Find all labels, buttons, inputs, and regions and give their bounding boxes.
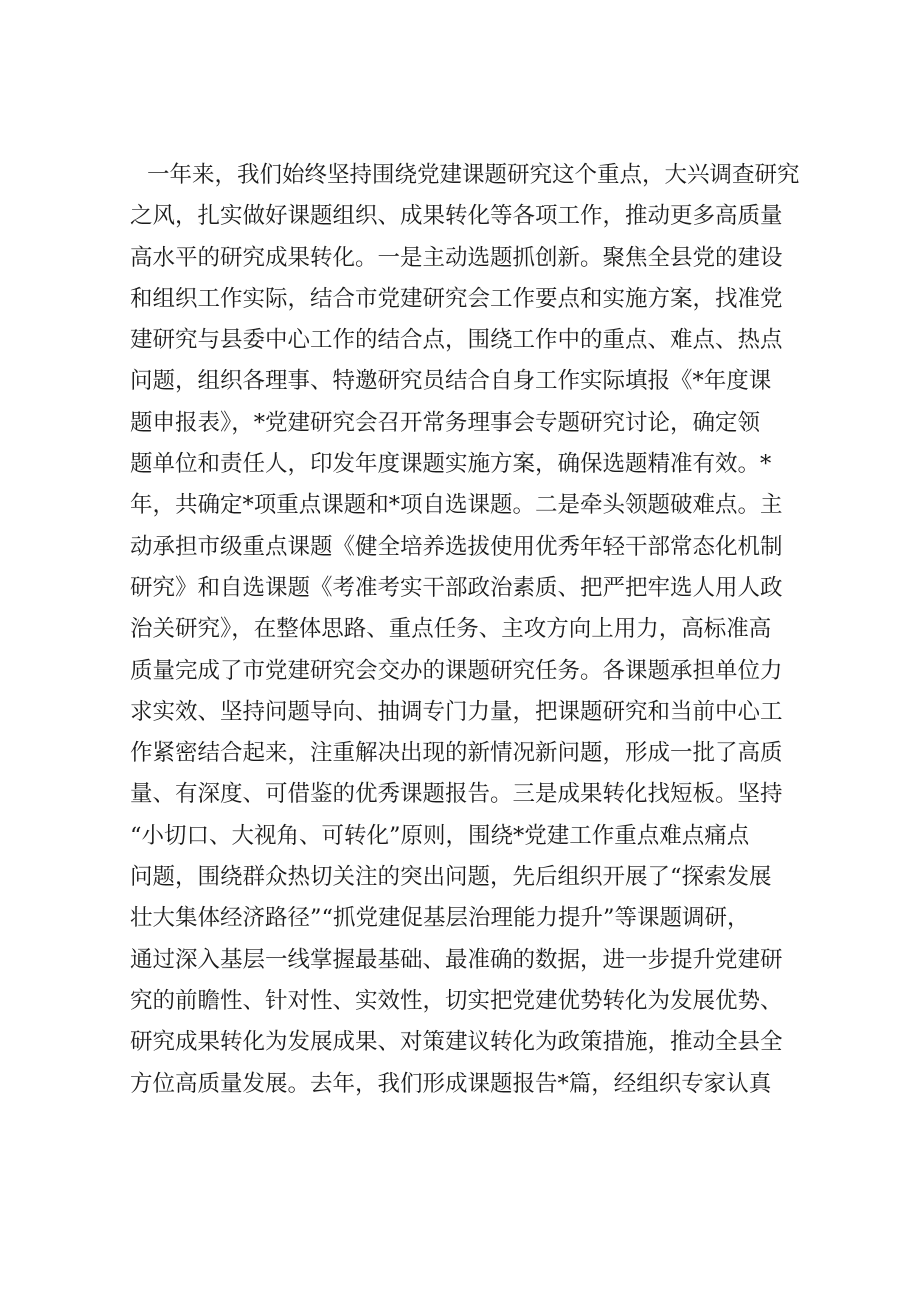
text-line: 量、有深度、可借鉴的优秀课题报告。三是成果转化找短板。坚持 (130, 781, 783, 808)
text-line: 究的前瞻性、针对性、实效性，切实把党建优势转化为发展优势、 (130, 987, 783, 1014)
body-paragraph (130, 155, 810, 1105)
text-line: 题申报表》，*党建研究会召开常务理事会专题研究讨论，确定领 (130, 409, 761, 436)
text-line: 和组织工作实际，结合市党建研究会工作要点和实施方案，找准党 (130, 285, 783, 312)
text-line: “小切口、大视角、可转化”原则，围绕*党建工作重点难点痛点 (130, 822, 750, 849)
text-line: 高水平的研究成果转化。一是主动选题抓创新。聚焦全县党的建设 (130, 244, 783, 271)
text-line: 建研究与县委中心工作的结合点，围绕工作中的重点、难点、热点 (130, 327, 783, 354)
text-line: 求实效、坚持问题导向、抽调专门力量，把课题研究和当前中心工 (130, 698, 783, 725)
text-line: 一年来，我们始终坚持围绕党建课题研究这个重点，大兴调查研究 (147, 162, 800, 188)
text-line: 题单位和责任人，印发年度课题实施方案，确保选题精准有效。* (130, 451, 772, 478)
text-line: 通过深入基层一线掌握最基础、最准确的数据，进一步提升党建研 (130, 946, 783, 973)
text-line: 作紧密结合起来，注重解决出现的新情况新问题，形成一批了高质 (130, 740, 783, 767)
text-line: 研究成果转化为发展成果、对策建议转化为政策措施，推动全县全 (130, 1029, 783, 1056)
text-line: 之风，扎实做好课题组织、成果转化等各项工作，推动更多高质量 (130, 203, 783, 230)
text-line: 壮大集体经济路径”“抓党建促基层治理能力提升”等课题调研， (130, 905, 750, 932)
text-line: 动承担市级重点课题《健全培养选拔使用优秀年轻干部常态化机制 (130, 533, 783, 560)
text-line: 质量完成了市党建研究会交办的课题研究任务。各课题承担单位力 (130, 657, 783, 684)
text-line: 研究》和自选课题《考准考实干部政治素质、把严把牢选人用人政 (130, 574, 783, 601)
text-line: 问题，组织各理事、特邀研究员结合自身工作实际填报《*年度课 (130, 368, 772, 395)
text-line: 问题，围绕群众热切关注的突出问题，先后组织开展了“探索发展 (130, 864, 772, 891)
text-line: 治关研究》，在整体思路、重点任务、主攻方向上用力，高标准高 (130, 616, 772, 643)
text-line: 年，共确定*项重点课题和*项自选课题。二是牵头领题破难点。主 (130, 492, 783, 519)
text-line: 方位高质量发展。去年，我们形成课题报告*篇，经组织专家认真 (130, 1070, 772, 1097)
